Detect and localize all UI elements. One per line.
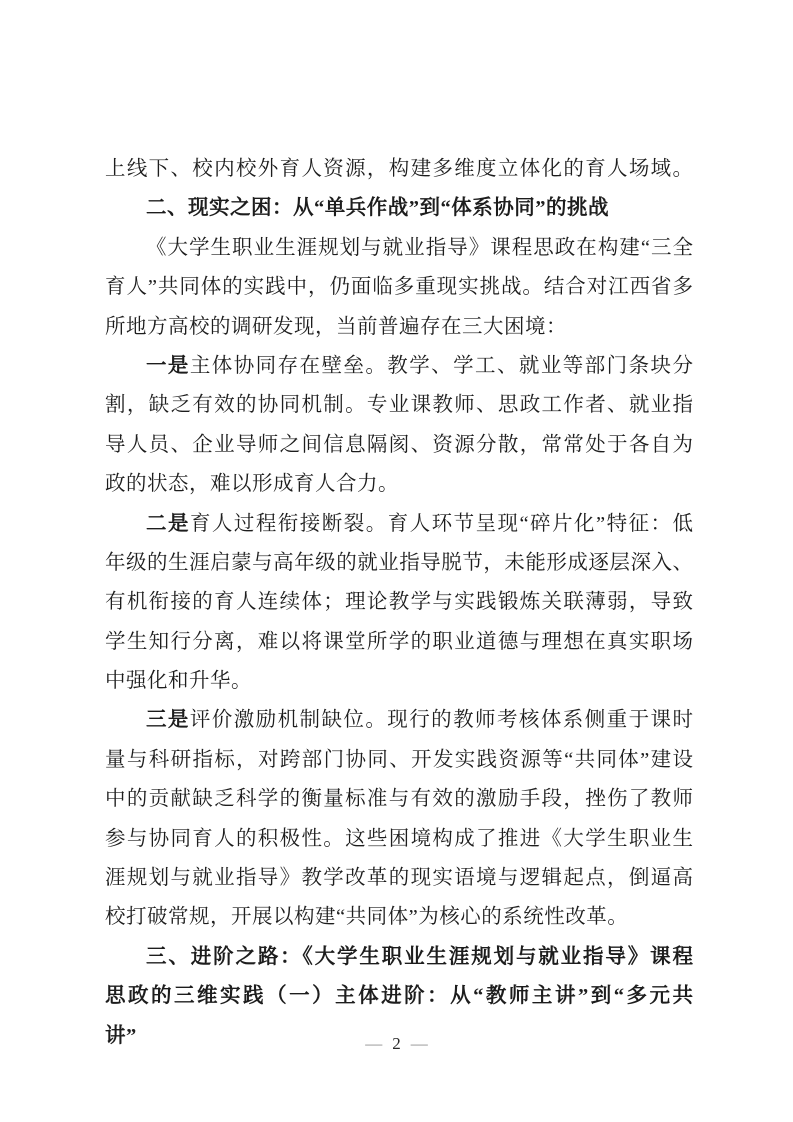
footer-dash-right: —	[410, 1034, 428, 1053]
text-line	[105, 347, 693, 386]
text-segment: 年级的生涯启蒙与高年级的就业指导脱节，未能形成逐层深入、	[105, 551, 693, 574]
text-line	[105, 623, 693, 662]
text-segment: 导人员、企业导师之间信息隔阂、资源分散，常常处于各自为	[105, 433, 693, 456]
text-segment: 所地方高校的调研发现，当前普遍存在三大困境：	[105, 315, 567, 338]
bold-text-segment: 三、进阶之路：《大学生职业生涯规划与就业指导》课程	[146, 945, 693, 968]
text-line	[105, 465, 693, 504]
footer-dash-left: —	[365, 1034, 383, 1053]
text-line	[105, 662, 693, 701]
text-segment: 评价激励机制缺位。现行的教师考核体系侧重于课时	[189, 709, 693, 732]
text-segment: 政的状态，难以形成育人合力。	[105, 473, 399, 496]
text-segment: 上线下、校内校外育人资源，构建多维度立体化的育人场域。	[105, 158, 693, 180]
text-line	[105, 938, 693, 977]
text-segment: 量与科研指标，对跨部门协同、开发实践资源等“共同体”建设	[105, 748, 693, 771]
text-line	[105, 189, 693, 228]
text-line	[105, 544, 693, 583]
text-segment: 有机衔接的育人连续体；理论教学与实践锻炼关联薄弱，导致	[105, 591, 693, 614]
text-line	[105, 386, 693, 425]
text-line	[105, 780, 693, 819]
text-segment: 中强化和升华。	[105, 670, 252, 693]
text-segment: 参与协同育人的积极性。这些困境构成了推进《大学生职业生	[105, 827, 693, 850]
bold-text-segment: 二、现实之困：从“单兵作战”到“体系协同”的挑战	[146, 197, 609, 220]
text-line	[105, 820, 693, 859]
text-line	[105, 701, 693, 740]
text-line	[105, 268, 693, 307]
text-line	[105, 898, 693, 937]
text-line	[105, 741, 693, 780]
text-line	[105, 426, 693, 465]
bold-text-segment: 思政的三维实践（一）主体进阶：从“教师主讲”到“多元共	[105, 985, 693, 1008]
bold-text-segment: 三是	[146, 709, 190, 732]
text-line	[105, 505, 693, 544]
text-line	[105, 859, 693, 898]
bold-text-segment: 二是	[146, 512, 190, 535]
document-body	[105, 150, 693, 1056]
text-line	[105, 583, 693, 622]
text-segment: 主体协同存在壁垒。教学、学工、就业等部门条块分	[189, 354, 693, 377]
page-number: 2	[392, 1034, 401, 1053]
text-segment: 育人过程衔接断裂。育人环节呈现“碎片化”特征：低	[189, 512, 694, 535]
text-line	[105, 150, 693, 189]
bold-text-segment: 讲”	[105, 1024, 137, 1047]
text-line	[105, 308, 693, 347]
text-segment: 《大学生职业生涯规划与就业指导》课程思政在构建“三全	[146, 236, 693, 259]
text-segment: 割，缺乏有效的协同机制。专业课教师、思政工作者、就业指	[105, 394, 693, 417]
text-line	[105, 229, 693, 268]
text-segment: 学生知行分离，难以将课堂所学的职业道德与理想在真实职场	[105, 630, 693, 653]
text-segment: 育人”共同体的实践中，仍面临多重现实挑战。结合对江西省多	[105, 276, 693, 299]
page-footer	[0, 1032, 793, 1056]
bold-text-segment: 一是	[146, 354, 190, 377]
text-segment: 中的贡献缺乏科学的衡量标准与有效的激励手段，挫伤了教师	[105, 788, 693, 811]
text-segment: 涯规划与就业指导》教学改革的现实语境与逻辑起点，倒逼高	[105, 867, 693, 890]
text-line	[105, 977, 693, 1016]
text-segment: 校打破常规，开展以构建“共同体”为核心的系统性改革。	[105, 906, 629, 929]
